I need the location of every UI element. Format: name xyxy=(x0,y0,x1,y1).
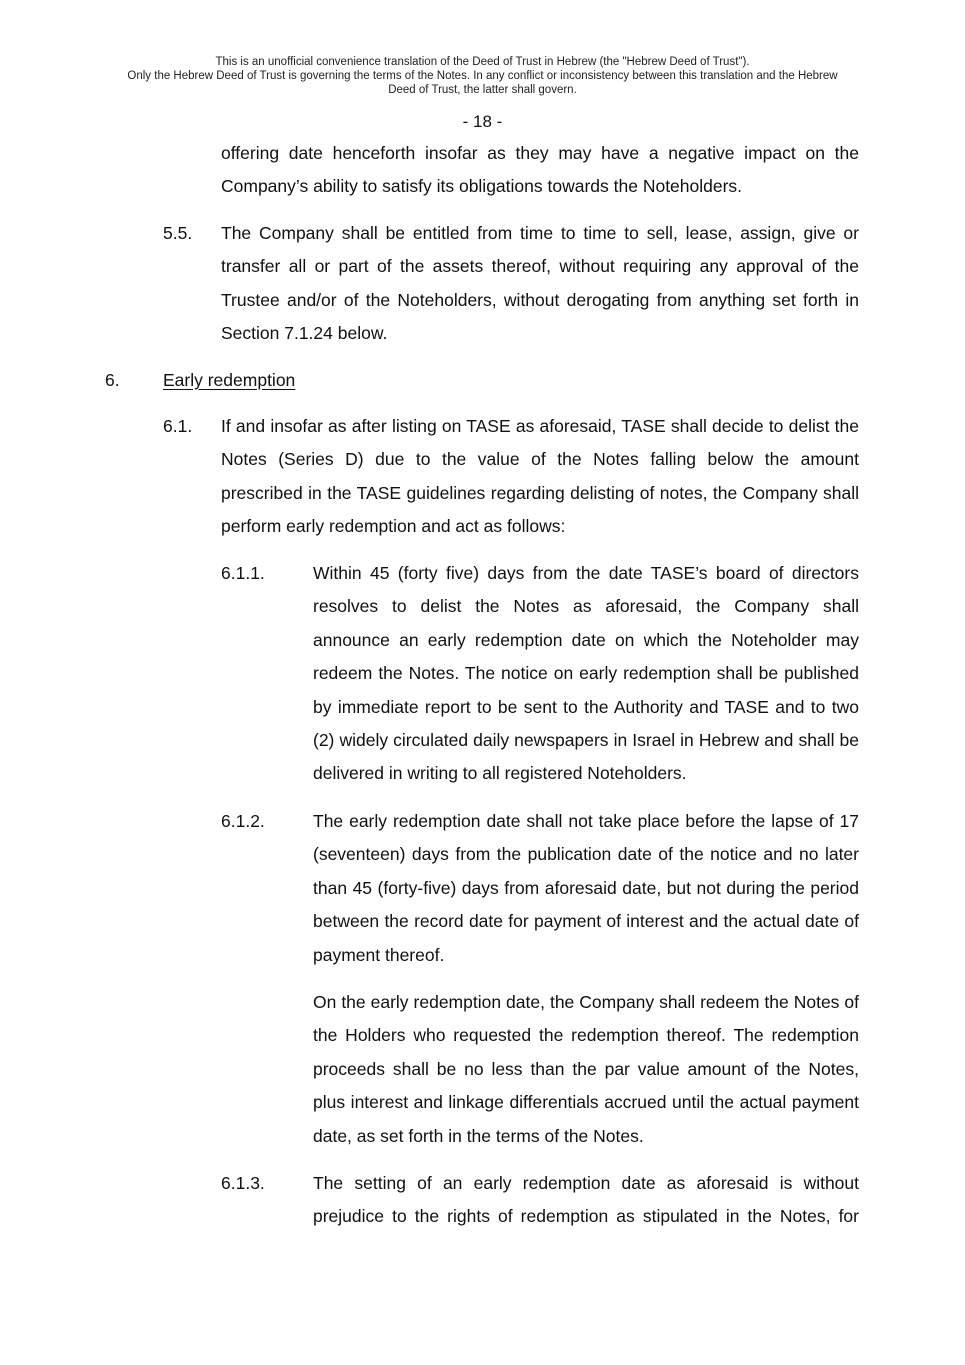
section-6-number: 6. xyxy=(105,370,120,390)
section-6-1-3-text: The setting of an early redemption date as aforesaid is without prejudice to the rights of redemption as stipulated in the Notes, for xyxy=(313,1173,859,1227)
section-5-5-number: 5.5. xyxy=(163,223,193,243)
translation-disclaimer-header xyxy=(60,55,905,97)
section-6-title: Early redemption xyxy=(163,370,296,390)
section-6-1-1-text: Within 45 (forty five) days from the date TASE’s board of directors resolves to delist the Notes as aforesaid, the Company shall announce an early redemption date on which the Noteholder may redeem the Notes. The notice on early redemption shall be published by immediate report to be sent to the Authority and TASE and to two (2) widely circulated daily newspapers in Israel in Hebrew and shall be delivered in writing to all registered Noteholders. xyxy=(313,563,859,784)
header-line-3: Deed of Trust, the latter shall govern. xyxy=(388,84,577,96)
section-5-5-text: The Company shall be entitled from time to time to sell, lease, assign, give or transfer all or part of the assets thereof, without requiring any approval of the Trustee and/or of the Noteholders, without derogating from anything set forth in Section 7.1.24 below. xyxy=(221,223,859,344)
header-line-2: Only the Hebrew Deed of Trust is governing the terms of the Notes. In any conflict or inconsistency between this translation and the Hebrew xyxy=(127,70,838,82)
page-number: - 18 - xyxy=(462,112,503,131)
header-line-1: This is an unofficial convenience translation of the Deed of Trust in Hebrew (the "Hebrew Deed of Trust"). xyxy=(215,56,750,68)
section-6-1-2-text-continued: On the early redemption date, the Company shall redeem the Notes of the Holders who requested the redemption thereof. The redemption proceeds shall be no less than the par value amount of the Notes, plus interest and linkage differentials accrued until the actual payment date, as set forth in the terms of the Notes. xyxy=(313,992,859,1146)
section-6-1-2-text: The early redemption date shall not take place before the lapse of 17 (seventeen) days from the publication date of the notice and no later than 45 (forty-five) days from aforesaid date, but not during the period between the record date for payment of interest and the actual date of payment thereof. xyxy=(313,811,859,965)
continuation-paragraph: offering date henceforth insofar as they may have a negative impact on the Company’s ability to satisfy its obligations towards the Noteholders. xyxy=(221,143,859,197)
section-6-1-2-number: 6.1.2. xyxy=(221,811,265,831)
section-6-1-text: If and insofar as after listing on TASE as aforesaid, TASE shall decide to delist the Notes (Series D) due to the value of the Notes falling below the amount prescribed in the TASE guidelines regarding delisting of notes, the Company shall perform early redemption and act as follows: xyxy=(221,416,859,537)
section-6-1-1-number: 6.1.1. xyxy=(221,563,265,583)
section-6-1-3-number: 6.1.3. xyxy=(221,1173,265,1193)
section-6-1-number: 6.1. xyxy=(163,416,193,436)
